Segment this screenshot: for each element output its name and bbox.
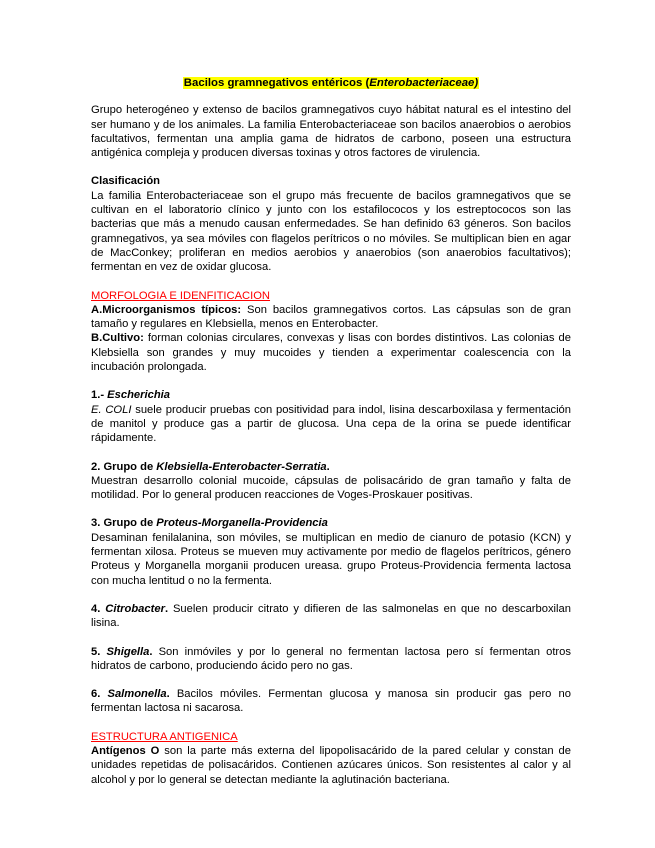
estructura-label: Antígenos O xyxy=(91,744,160,757)
group-1 xyxy=(91,388,571,445)
group-4 xyxy=(91,602,571,631)
group-2-name: Klebsiella-Enterobacter-Serratia xyxy=(156,460,327,473)
title-italic: Enterobacteriaceae) xyxy=(369,77,479,89)
morfologia-heading: MORFOLOGIA E IDENFITICACION xyxy=(91,289,271,302)
clasificacion-heading: Clasificación xyxy=(91,175,161,188)
title-prefix: Bacilos gramnegativos entéricos ( xyxy=(183,77,370,89)
estructura-text: son la parte más externa del lipopolisacárido de la pared celular y constan de unidades repetidas de polisacáridos. Contienen azúcares únicos. Son resistentes al calor y al alcohol y por lo general se detectan mediante la aglutinación bacteriana. xyxy=(91,744,571,786)
group-3-text: Desaminan fenilalanina, son móviles, se multiplican en medio de cianuro de potasio (KCN) y fermentan xilosa. Proteus se mueven muy activamente por medio de flagelos perítricos, género Proteus y Morganella morganii producen ureasa. grupo Proteus-Providencia fermenta lactosa con mucha lentitud o no la fermenta. xyxy=(91,531,571,587)
group-5-name: Shigella xyxy=(106,645,150,658)
group-6 xyxy=(91,687,571,716)
group-4-text: Suelen producir citrato y difieren de las salmonelas en que no descarboxilan lisina. xyxy=(91,602,571,630)
group-5-tail: . xyxy=(149,645,153,658)
morfologia-section xyxy=(91,289,571,375)
morfologia-b-text: forman colonias circulares, convexas y lisas con bordes distintivos. Las colonias de Klebsiella son grandes y muy mucoides y tienden a experimentar coalescencia con la incubación prolongada. xyxy=(91,332,571,374)
estructura-heading: ESTRUCTURA ANTIGENICA xyxy=(91,730,238,743)
morfologia-a-text: Son bacilos gramnegativos cortos. Las cápsulas son de gran tamaño y regulares en Klebsiella, menos en Enterobacter. xyxy=(91,303,571,331)
group-2-text: Muestran desarrollo colonial mucoide, cápsulas de polisacárido de gran tamaño y falta de motilidad. Por lo general producen reacciones de Voges-Proskauer positivas. xyxy=(91,474,571,502)
group-4-num: 4. xyxy=(91,602,106,615)
group-6-name: Salmonella xyxy=(107,688,167,701)
group-2 xyxy=(91,460,571,503)
group-6-text: Bacilos móviles. Fermentan glucosa y manosa sin producir gas pero no fermentan lactosa ni sacarosa. xyxy=(91,688,571,715)
group-6-tail: . xyxy=(166,688,170,701)
group-1-text: suele producir pruebas con positividad para indol, lisina descarboxilasa y fermentación de manitol y produce gas a partir de glucosa. Una cepa de la orina se puede identificar rápidamente. xyxy=(91,403,571,445)
group-1-num: 1.- xyxy=(91,389,108,402)
group-5-num: 5. xyxy=(91,645,107,658)
group-5 xyxy=(91,645,571,674)
clasificacion-text: La familia Enterobacteriaceae son el grupo más frecuente de bacilos gramnegativos que se cultivan en el laboratorio clínico y junto con los estafilococos y los estreptococos son las bacterias que más a menudo causan enfermedades. Se han definido 63 géneros. Son bacilos gramnegativos, ya sea móviles con flagelos perítricos o no móviles. Se multiplican bien en agar de MacConkey; proliferan en medios aerobios y anaerobios (son anaerobios facultativos); fermentan en vez de oxidar glucosa. xyxy=(91,189,571,274)
group-3-name: Proteus-Morganella-Providencia xyxy=(156,517,328,530)
intro-paragraph: Grupo heterogéneo y extenso de bacilos gramnegativos cuyo hábitat natural es el intestino del ser humano y de los animales. La familia Enterobacteriaceae son bacilos anaerobios o aerobios facultativos, fermentan una amplia gama de hidratos de carbono, poseen una estructura antigénica compleja y producen diversas toxinas y otros factores de virulencia. xyxy=(91,104,571,160)
group-2-num: 2. Grupo de xyxy=(91,460,157,473)
group-3-num: 3. Grupo de xyxy=(91,517,157,530)
group-1-italic-lead: E. COLI xyxy=(91,403,132,416)
morfologia-a-label: A.Microorganismos típicos: xyxy=(91,303,242,316)
group-4-tail: . xyxy=(164,602,169,615)
clasificacion-section xyxy=(91,174,571,274)
title-block xyxy=(91,76,571,90)
group-1-name: Escherichia xyxy=(107,389,170,402)
estructura-section xyxy=(91,730,571,787)
page-title xyxy=(183,77,479,89)
group-5-text: Son inmóviles y por lo general no fermentan lactosa pero sí fermentan otros hidratos de carbono, produciendo ácido pero no gas. xyxy=(91,645,571,672)
group-6-num: 6. xyxy=(91,688,108,701)
group-2-tail: . xyxy=(326,460,330,473)
morfologia-b-label: B.Cultivo: xyxy=(91,332,144,345)
group-4-name: Citrobacter xyxy=(105,602,165,615)
group-3 xyxy=(91,516,571,587)
